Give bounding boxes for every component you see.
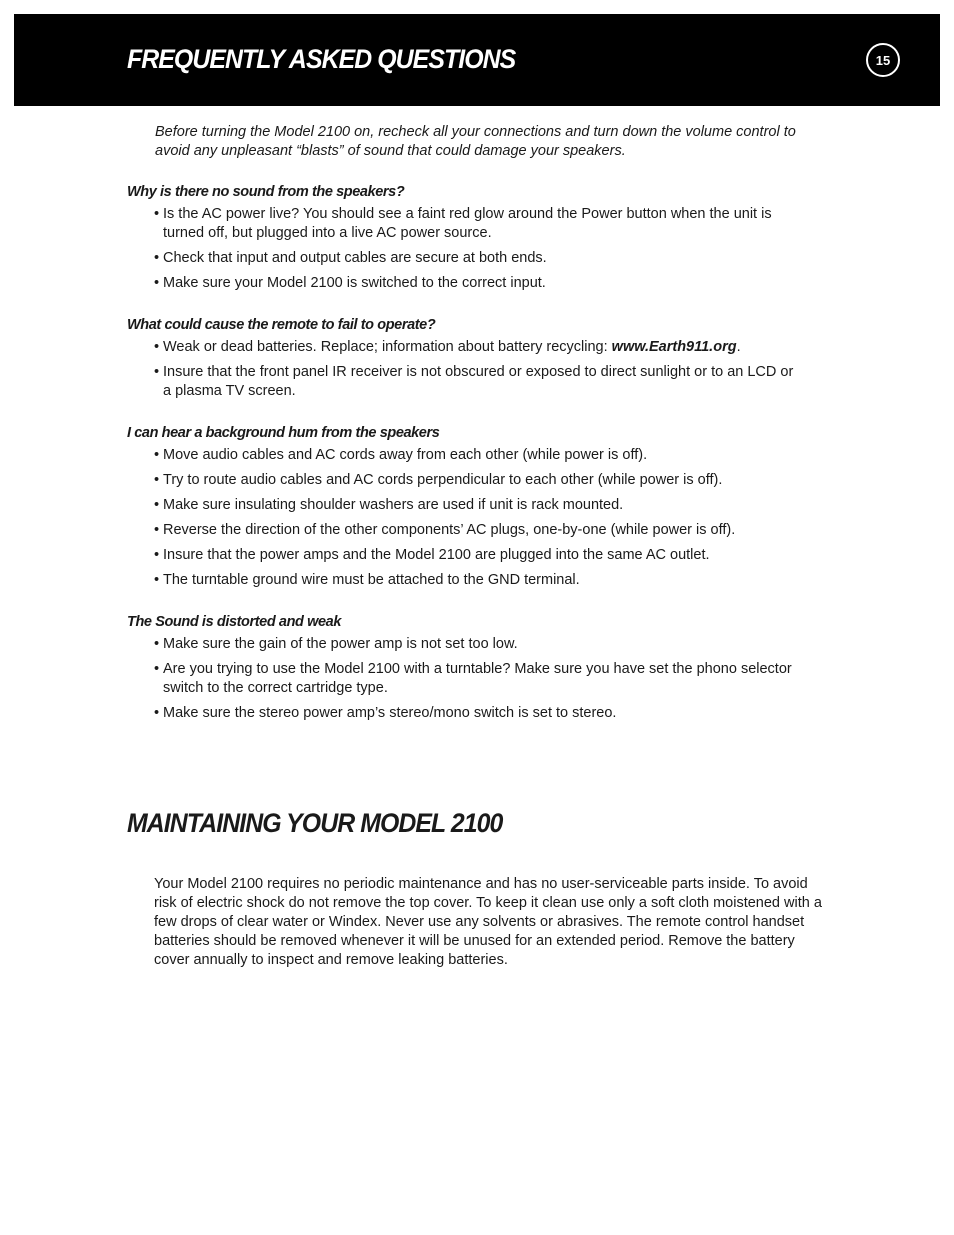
intro-note: Before turning the Model 2100 on, recheck all your connections and turn down the volume control to avoid any unpleasant “blasts” of sound that could damage your speakers. — [155, 124, 796, 159]
list-item: • Make sure insulating shoulder washers are used if unit is rack mounted. — [154, 496, 803, 515]
page-title: FREQUENTLY ASKED QUESTIONS — [127, 44, 516, 74]
header-bar — [14, 14, 940, 106]
list-item: • Reverse the direction of the other components’ AC plugs, one-by-one (while power is off). — [154, 521, 803, 540]
recycling-link[interactable]: www.Earth911.org — [611, 339, 737, 355]
list-item: • Insure that the power amps and the Model 2100 are plugged into the same AC outlet. — [154, 546, 803, 565]
list-item: • Is the AC power live? You should see a faint red glow around the Power button when the unit is turned off, but plugged into a live AC power source. — [154, 205, 803, 243]
faq-section-hum — [127, 424, 827, 596]
faq-answer-list — [127, 446, 827, 590]
faq-section-remote — [127, 316, 827, 407]
list-item: • Move audio cables and AC cords away from each other (while power is off). — [154, 446, 803, 465]
faq-question: Why is there no sound from the speakers? — [127, 184, 405, 200]
list-item: • Make sure the gain of the power amp is not set too low. — [154, 635, 803, 654]
faq-answer-list — [127, 205, 827, 293]
faq-answer-list — [127, 338, 827, 401]
link-suffix: . — [736, 339, 741, 355]
faq-section-distorted — [127, 613, 827, 729]
list-item: • Make sure your Model 2100 is switched to the correct input. — [154, 274, 803, 293]
list-item: • Try to route audio cables and AC cords perpendicular to each other (while power is off). — [154, 471, 803, 490]
faq-answer-list — [127, 635, 827, 723]
faq-question: The Sound is distorted and weak — [127, 614, 341, 630]
list-item: • Are you trying to use the Model 2100 with a turntable? Make sure you have set the phono selector switch to the correct cartridge type. — [154, 660, 803, 698]
maintenance-body: Your Model 2100 requires no periodic maintenance and has no user-serviceable parts inside. To avoid risk of electric shock do not remove the top cover. To keep it clean use only a soft cloth moistened with a few drops of clear water or Windex. Never use any solvents or abrasives. The remote control handset batteries should be removed whenever it will be unused for an extended period. Remove the battery cover annually to inspect and remove leaking batteries. — [154, 876, 822, 968]
list-item-text: Weak or dead batteries. Replace; information about battery recycling: — [163, 339, 612, 355]
list-item: • The turntable ground wire must be attached to the GND terminal. — [154, 571, 803, 590]
faq-question: I can hear a background hum from the speakers — [127, 425, 440, 441]
list-item: • Insure that the front panel IR receiver is not obscured or exposed to direct sunlight or to an LCD or a plasma TV screen. — [154, 363, 803, 401]
faq-section-no-sound — [127, 183, 827, 299]
maintenance-title: MAINTAINING YOUR MODEL 2100 — [127, 808, 503, 838]
list-item — [154, 338, 803, 357]
page-number-badge: 15 — [866, 43, 900, 77]
faq-question: What could cause the remote to fail to operate? — [127, 317, 436, 333]
list-item: • Check that input and output cables are secure at both ends. — [154, 249, 803, 268]
list-item: • Make sure the stereo power amp’s stereo/mono switch is set to stereo. — [154, 704, 803, 723]
